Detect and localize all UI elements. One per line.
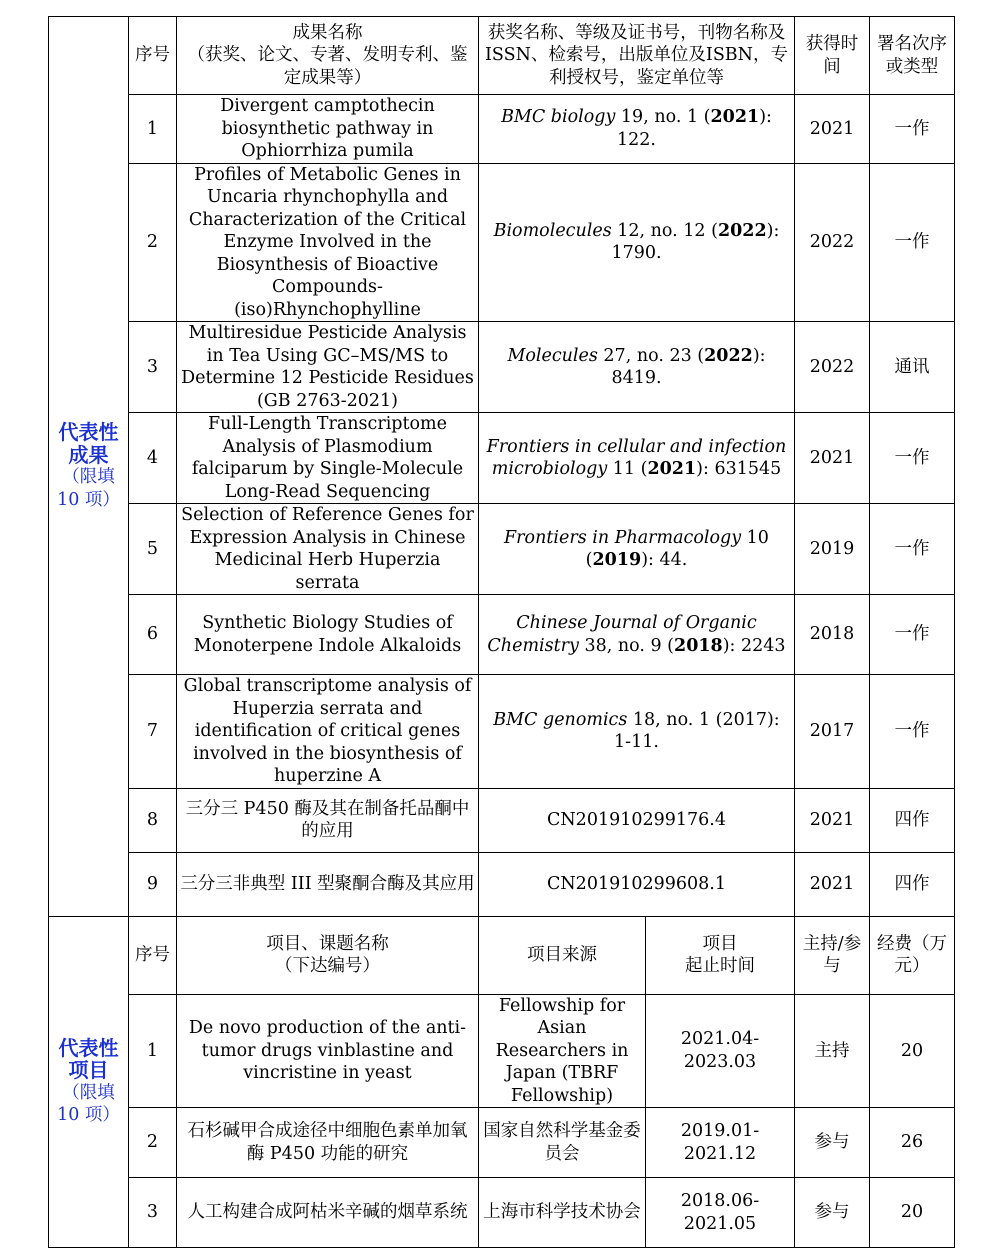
achievements-header-row xyxy=(49,17,955,95)
journal-volume: 38, no. 9 ( xyxy=(578,635,675,656)
achievement-row xyxy=(49,163,955,322)
project-row xyxy=(49,1108,955,1178)
project-header-period-a: 项目 xyxy=(702,933,738,954)
project-row xyxy=(49,994,955,1108)
project-row xyxy=(49,1178,955,1248)
achievement-order: 一作 xyxy=(870,595,955,675)
project-role: 参与 xyxy=(795,1108,870,1178)
achievements-section-title: 代表性成果 xyxy=(58,420,119,467)
achievement-detail xyxy=(479,675,795,789)
achievement-order: 一作 xyxy=(870,163,955,322)
achievement-detail xyxy=(479,95,795,164)
achievements-section-note: （限填10 项） xyxy=(57,467,120,510)
achievement-index: 2 xyxy=(129,163,177,322)
achievement-name: Multiresidue Pesticide Analysis in Tea Using GC–MS/MS to Determine 12 Pesticide Residues (GB 2763-2021) xyxy=(177,322,479,413)
project-name: 人工构建合成阿枯米辛碱的烟草系统 xyxy=(177,1178,479,1248)
project-header-name-sub: （下达编号） xyxy=(275,956,380,976)
resume-table xyxy=(48,16,955,1248)
header-name-title: 成果名称 xyxy=(292,22,363,43)
achievement-time: 2019 xyxy=(795,504,870,595)
project-header-period-b: 起止时间 xyxy=(685,956,755,976)
document-page xyxy=(48,16,954,1248)
achievement-row xyxy=(49,852,955,916)
journal-pages: ): 122. xyxy=(617,107,772,150)
journal-volume: CN201910299176.4 xyxy=(546,809,726,830)
project-funds: 26 xyxy=(870,1108,955,1178)
project-header-funds: 经费（万元） xyxy=(870,916,955,994)
achievement-order: 一作 xyxy=(870,413,955,504)
journal-volume: 19, no. 1 ( xyxy=(615,107,711,128)
achievement-detail xyxy=(479,163,795,322)
achievement-name: 三分三非典型 III 型聚酮合酶及其应用 xyxy=(177,852,479,916)
achievement-index: 7 xyxy=(129,675,177,789)
project-funds: 20 xyxy=(870,994,955,1108)
project-name: 石杉碱甲合成途径中细胞色素单加氧酶 P450 功能的研究 xyxy=(177,1108,479,1178)
journal-volume: 11 ( xyxy=(607,459,648,479)
achievement-detail xyxy=(479,413,795,504)
achievement-name: 三分三 P450 酶及其在制备托品酮中的应用 xyxy=(177,788,479,852)
header-index: 序号 xyxy=(129,17,177,95)
achievement-row xyxy=(49,95,955,164)
project-funds: 20 xyxy=(870,1178,955,1248)
header-name-sub: （获奖、论文、专著、发明专利、鉴定成果等） xyxy=(187,45,468,88)
journal-pages: ): 1790. xyxy=(611,220,780,264)
header-name xyxy=(177,17,479,95)
achievement-index: 6 xyxy=(129,595,177,675)
journal-name: BMC genomics xyxy=(493,709,628,730)
achievement-detail xyxy=(479,504,795,595)
projects-section-title: 代表性项目 xyxy=(58,1035,119,1083)
achievement-order: 一作 xyxy=(870,95,955,164)
achievement-order: 一作 xyxy=(870,504,955,595)
achievement-index: 3 xyxy=(129,322,177,413)
achievement-order: 一作 xyxy=(870,675,955,789)
achievement-row xyxy=(49,322,955,413)
journal-year: 2021 xyxy=(647,459,697,479)
achievement-detail xyxy=(479,595,795,675)
journal-pages: ): 8419. xyxy=(611,345,766,388)
achievement-order: 通讯 xyxy=(870,322,955,413)
project-source: 国家自然科学基金委员会 xyxy=(479,1108,646,1178)
achievement-time: 2018 xyxy=(795,595,870,675)
journal-volume: 10 ( xyxy=(585,527,769,570)
achievement-time: 2021 xyxy=(795,95,870,164)
project-role: 主持 xyxy=(795,994,870,1108)
project-period: 2019.01-2021.12 xyxy=(646,1108,795,1178)
achievement-row xyxy=(49,413,955,504)
header-order: 署名次序或类型 xyxy=(870,17,955,95)
achievement-index: 4 xyxy=(129,413,177,504)
achievement-row xyxy=(49,504,955,595)
project-role: 参与 xyxy=(795,1178,870,1248)
project-header-name xyxy=(177,916,479,994)
project-header-source: 项目来源 xyxy=(479,916,646,994)
achievement-name: Selection of Reference Genes for Expression Analysis in Chinese Medicinal Herb Huperzia serrata xyxy=(177,504,479,595)
journal-year: 2022 xyxy=(717,220,767,241)
achievement-time: 2017 xyxy=(795,675,870,789)
projects-section-label xyxy=(49,916,129,1248)
journal-pages: ): 2243 xyxy=(722,635,786,656)
achievement-order: 四作 xyxy=(870,852,955,916)
projects-section-note: （限填10 项） xyxy=(57,1082,120,1126)
achievement-detail xyxy=(479,322,795,413)
project-index: 3 xyxy=(129,1178,177,1248)
header-time: 获得时间 xyxy=(795,17,870,95)
achievement-index: 9 xyxy=(129,852,177,916)
achievement-index: 5 xyxy=(129,504,177,595)
journal-name: Chinese Journal of Organic Chemistry xyxy=(487,613,757,656)
journal-volume: 27, no. 23 ( xyxy=(597,345,705,366)
achievement-name: Divergent camptothecin biosynthetic pathway in Ophiorrhiza pumila xyxy=(177,95,479,164)
achievement-name: Profiles of Metabolic Genes in Uncaria rhynchophylla and Characterization of the Critical Enzyme Involved in the Biosynthesis of Bioactive Compounds-(iso)Rhynchophylline xyxy=(177,163,479,322)
achievement-detail xyxy=(479,852,795,916)
achievement-row xyxy=(49,595,955,675)
journal-year: 2022 xyxy=(704,345,753,366)
journal-volume: CN201910299608.1 xyxy=(546,873,726,894)
journal-name: BMC biology xyxy=(501,107,616,128)
journal-year: 2021 xyxy=(710,107,760,128)
achievement-time: 2022 xyxy=(795,163,870,322)
project-source: Fellowship for Asian Researchers in Japan (TBRF Fellowship) xyxy=(479,994,646,1108)
projects-header-row xyxy=(49,916,955,994)
achievement-detail xyxy=(479,788,795,852)
achievement-order: 四作 xyxy=(870,788,955,852)
project-header-index: 序号 xyxy=(129,916,177,994)
journal-pages: ): 631545 xyxy=(696,459,782,479)
header-detail: 获奖名称、等级及证书号，刊物名称及ISSN、检索号，出版单位及ISBN，专利授权号，鉴定单位等 xyxy=(479,17,795,95)
project-source: 上海市科学技术协会 xyxy=(479,1178,646,1248)
project-period: 2021.04-2023.03 xyxy=(646,994,795,1108)
achievement-time: 2021 xyxy=(795,788,870,852)
achievement-time: 2021 xyxy=(795,413,870,504)
journal-volume: 12, no. 12 ( xyxy=(611,220,718,241)
journal-name: Frontiers in Pharmacology xyxy=(504,527,742,548)
project-header-period xyxy=(646,916,795,994)
project-index: 2 xyxy=(129,1108,177,1178)
project-index: 1 xyxy=(129,994,177,1108)
journal-volume: 18, no. 1 (2017): 1-11. xyxy=(614,709,780,753)
project-name: De novo production of the anti-tumor drugs vinblastine and vincristine in yeast xyxy=(177,994,479,1108)
achievement-time: 2022 xyxy=(795,322,870,413)
achievement-row xyxy=(49,675,955,789)
achievement-index: 8 xyxy=(129,788,177,852)
project-header-role: 主持/参与 xyxy=(795,916,870,994)
achievement-name: Full-Length Transcriptome Analysis of Plasmodium falciparum by Single-Molecule Long-Read Sequencing xyxy=(177,413,479,504)
project-header-name-title: 项目、课题名称 xyxy=(266,933,389,954)
achievement-index: 1 xyxy=(129,95,177,164)
journal-year: 2019 xyxy=(592,550,642,570)
achievement-name: Synthetic Biology Studies of Monoterpene Indole Alkaloids xyxy=(177,595,479,675)
achievements-section-label xyxy=(49,17,129,917)
journal-pages: ): 44. xyxy=(641,550,688,570)
journal-name: Molecules xyxy=(507,345,598,366)
achievement-name: Global transcriptome analysis of Huperzia serrata and identification of critical genes involved in the biosynthesis of huperzine A xyxy=(177,675,479,789)
journal-name: Frontiers in cellular and infection microbiology xyxy=(486,436,787,479)
project-period: 2018.06-2021.05 xyxy=(646,1178,795,1248)
journal-name: Biomolecules xyxy=(493,220,612,241)
journal-year: 2018 xyxy=(674,635,723,656)
achievement-row xyxy=(49,788,955,852)
achievement-time: 2021 xyxy=(795,852,870,916)
